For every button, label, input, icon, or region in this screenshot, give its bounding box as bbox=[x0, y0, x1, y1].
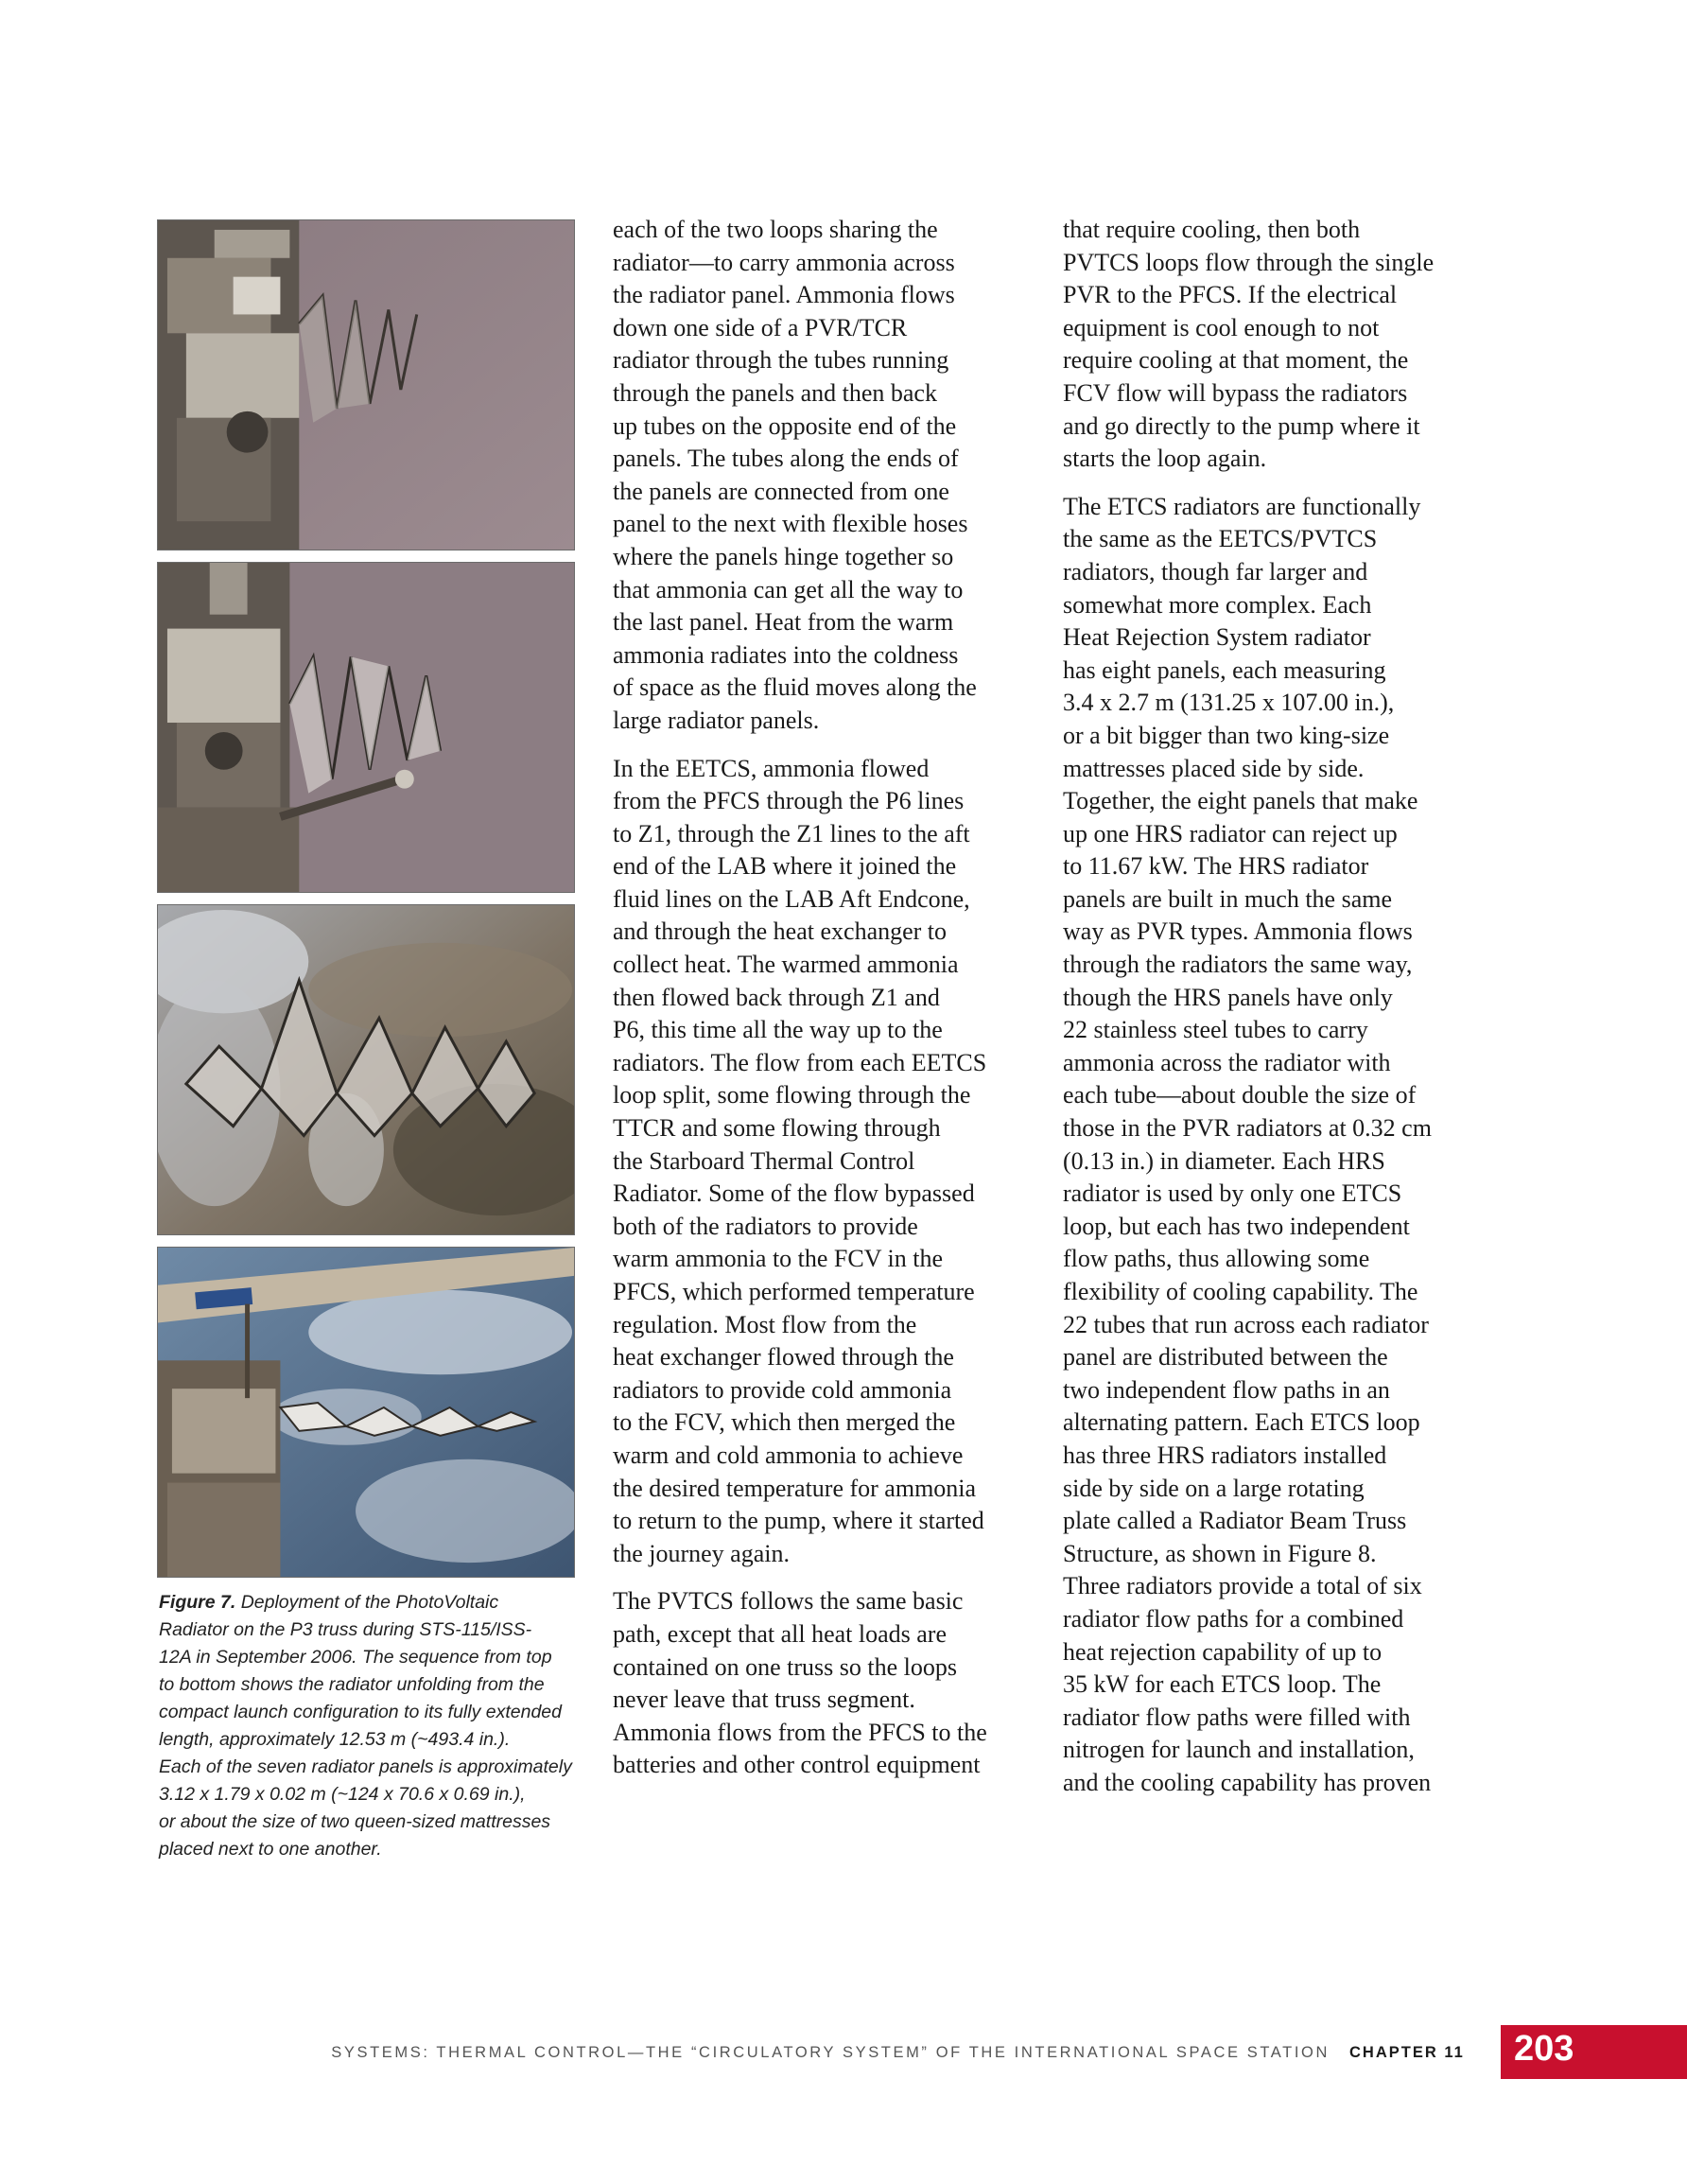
caption-line: Deployment of the PhotoVoltaic bbox=[240, 1592, 499, 1613]
body-text-line: the journey again. bbox=[613, 1539, 790, 1567]
body-text-line: through the radiators the same way, bbox=[1063, 951, 1413, 979]
body-text-line: radiators. The flow from each EETCS bbox=[613, 1048, 987, 1076]
body-text-line: two independent flow paths in an bbox=[1063, 1375, 1390, 1404]
body-text-line: contained on one truss so the loops bbox=[613, 1652, 957, 1681]
body-text-line: PFCS, which performed temperature bbox=[613, 1278, 975, 1305]
body-text-line: fluid lines on the LAB Aft Endcone, bbox=[613, 884, 970, 913]
figure-7-photo-3 bbox=[157, 904, 575, 1235]
body-text-line: radiators to provide cold ammonia bbox=[613, 1375, 952, 1404]
body-text-line: of space as the fluid moves along the bbox=[613, 673, 977, 702]
figure-label: Figure 7. bbox=[159, 1592, 236, 1613]
body-text-line: radiator flow paths for a combined bbox=[1063, 1604, 1404, 1633]
body-text-line: to return to the pump, where it started bbox=[613, 1507, 984, 1535]
body-text-line: where the panels hinge together so bbox=[613, 542, 954, 570]
body-text-line: Structure, as shown in Figure 8. bbox=[1063, 1539, 1377, 1567]
caption-line: or about the size of two queen-sized mattresses bbox=[159, 1811, 551, 1832]
body-text-line: never leave that truss segment. bbox=[613, 1686, 915, 1714]
body-text-line: to the FCV, which then merged the bbox=[613, 1408, 956, 1437]
body-text-line: plate called a Radiator Beam Truss bbox=[1063, 1507, 1407, 1535]
body-text-line: panels are built in much the same bbox=[1063, 884, 1393, 913]
body-text-line: Heat Rejection System radiator bbox=[1063, 623, 1371, 652]
body-text-line: the last panel. Heat from the warm bbox=[613, 608, 954, 637]
figure-7-photo-1 bbox=[157, 219, 575, 550]
body-text-line: up tubes on the opposite end of the bbox=[613, 411, 957, 440]
body-text-line: PVTCS loops flow through the single bbox=[1063, 248, 1435, 276]
body-text-line: large radiator panels. bbox=[613, 706, 820, 734]
body-text-line: batteries and other control equipment bbox=[613, 1751, 981, 1779]
running-footer-title: SYSTEMS: THERMAL CONTROL—THE “CIRCULATORY SYSTEM” OF THE INTERNATIONAL SPACE STATION bbox=[331, 2044, 1330, 2061]
body-text-line: through the panels and then back bbox=[613, 378, 937, 407]
body-text-line: radiator—to carry ammonia across bbox=[613, 248, 955, 276]
body-text-line: Together, the eight panels that make bbox=[1063, 787, 1418, 815]
body-text-line: The PVTCS follows the same basic bbox=[613, 1587, 964, 1616]
body-text-line: Ammonia flows from the PFCS to the bbox=[613, 1718, 987, 1746]
body-paragraph bbox=[1063, 214, 1494, 476]
caption-line: length, approximately 12.53 m (~493.4 in.). bbox=[159, 1729, 511, 1750]
page-number: 203 bbox=[1514, 2029, 1574, 2069]
caption-line: Radiator on the P3 truss during STS-115/ISS- bbox=[159, 1619, 532, 1640]
body-text-line: way as PVR types. Ammonia flows bbox=[1063, 917, 1413, 946]
body-text-line: regulation. Most flow from the bbox=[613, 1310, 917, 1338]
body-text-line: flow paths, thus allowing some bbox=[1063, 1245, 1370, 1273]
body-text-line: (0.13 in.) in diameter. Each HRS bbox=[1063, 1146, 1385, 1175]
body-paragraph bbox=[613, 753, 1035, 1571]
caption-line: Each of the seven radiator panels is approximately bbox=[159, 1756, 572, 1777]
body-text-line: from the PFCS through the P6 lines bbox=[613, 787, 965, 815]
body-text-line: has eight panels, each measuring bbox=[1063, 655, 1386, 684]
body-text-line: Radiator. Some of the flow bypassed bbox=[613, 1179, 975, 1208]
body-text-line: panel to the next with flexible hoses bbox=[613, 510, 968, 538]
figure-7-caption bbox=[159, 1589, 583, 1863]
body-text-line: 22 tubes that run across each radiator bbox=[1063, 1310, 1429, 1338]
caption-line: compact launch configuration to its fully extended bbox=[159, 1702, 563, 1722]
body-text-line: heat rejection capability of up to bbox=[1063, 1637, 1383, 1666]
body-text-line: loop, but each has two independent bbox=[1063, 1212, 1410, 1240]
body-text-line: to Z1, through the Z1 lines to the aft bbox=[613, 819, 970, 847]
body-text-line: up one HRS radiator can reject up bbox=[1063, 819, 1398, 847]
body-text-line: radiator through the tubes running bbox=[613, 346, 949, 375]
body-text-line: and through the heat exchanger to bbox=[613, 917, 948, 946]
body-text-line: radiator flow paths were filled with bbox=[1063, 1703, 1411, 1731]
figure-7-photo-4 bbox=[157, 1247, 575, 1578]
body-text-line: the Starboard Thermal Control bbox=[613, 1146, 915, 1175]
body-paragraph bbox=[1063, 491, 1494, 1800]
caption-line: 12A in September 2006. The sequence from top bbox=[159, 1647, 552, 1668]
body-text-line: or a bit bigger than two king-size bbox=[1063, 721, 1390, 749]
body-text-line: P6, this time all the way up to the bbox=[613, 1016, 943, 1044]
body-text-line: 3.4 x 2.7 m (131.25 x 107.00 in.), bbox=[1063, 689, 1395, 717]
body-text-line: flexibility of cooling capability. The bbox=[1063, 1278, 1418, 1305]
body-text-line: each tube—about double the size of bbox=[1063, 1081, 1417, 1109]
body-text-line: Three radiators provide a total of six bbox=[1063, 1572, 1422, 1600]
body-text-line: collect heat. The warmed ammonia bbox=[613, 951, 959, 979]
body-text-line: radiators, though far larger and bbox=[1063, 557, 1368, 585]
body-text-line: the radiator panel. Ammonia flows bbox=[613, 281, 955, 309]
body-column-middle bbox=[613, 214, 1035, 1797]
caption-line: placed next to one another. bbox=[159, 1839, 382, 1860]
body-text-line: path, except that all heat loads are bbox=[613, 1619, 948, 1648]
body-text-line: starts the loop again. bbox=[1063, 445, 1267, 473]
body-text-line: equipment is cool enough to not bbox=[1063, 313, 1380, 341]
body-text-line: then flowed back through Z1 and bbox=[613, 983, 940, 1011]
body-paragraph bbox=[613, 214, 1035, 738]
body-column-right bbox=[1063, 214, 1494, 1815]
body-text-line: mattresses placed side by side. bbox=[1063, 754, 1365, 782]
body-text-line: and go directly to the pump where it bbox=[1063, 411, 1420, 440]
body-text-line: 35 kW for each ETCS loop. The bbox=[1063, 1670, 1382, 1699]
chapter-label: CHAPTER 11 bbox=[1349, 2044, 1465, 2061]
body-text-line: ammonia radiates into the coldness bbox=[613, 640, 959, 669]
body-text-line: and the cooling capability has proven bbox=[1063, 1768, 1432, 1796]
body-text-line: that ammonia can get all the way to bbox=[613, 575, 964, 603]
body-text-line: panels. The tubes along the ends of bbox=[613, 445, 959, 473]
body-text-line: down one side of a PVR/TCR bbox=[613, 313, 908, 341]
body-text-line: each of the two loops sharing the bbox=[613, 216, 938, 243]
body-text-line: alternating pattern. Each ETCS loop bbox=[1063, 1408, 1420, 1437]
page-number-tab bbox=[1501, 2025, 1687, 2079]
caption-line: to bottom shows the radiator unfolding from the bbox=[159, 1674, 545, 1695]
body-text-line: ammonia across the radiator with bbox=[1063, 1048, 1391, 1076]
body-text-line: those in the PVR radiators at 0.32 cm bbox=[1063, 1114, 1432, 1143]
body-text-line: nitrogen for launch and installation, bbox=[1063, 1736, 1415, 1764]
body-text-line: the desired temperature for ammonia bbox=[613, 1474, 977, 1502]
body-text-line: though the HRS panels have only bbox=[1063, 983, 1393, 1011]
body-text-line: warm ammonia to the FCV in the bbox=[613, 1245, 944, 1273]
figure-7-photo-2 bbox=[157, 562, 575, 893]
body-text-line: panel are distributed between the bbox=[1063, 1343, 1388, 1372]
body-text-line: loop split, some flowing through the bbox=[613, 1081, 971, 1109]
body-paragraph bbox=[613, 1585, 1035, 1782]
body-text-line: end of the LAB where it joined the bbox=[613, 852, 957, 881]
body-text-line: heat exchanger flowed through the bbox=[613, 1343, 954, 1372]
body-text-line: has three HRS radiators installed bbox=[1063, 1441, 1387, 1469]
body-text-line: TTCR and some flowing through bbox=[613, 1114, 941, 1143]
body-text-line: require cooling at that moment, the bbox=[1063, 346, 1409, 375]
caption-line: 3.12 x 1.79 x 0.02 m (~124 x 70.6 x 0.69 in.), bbox=[159, 1784, 526, 1805]
body-text-line: both of the radiators to provide bbox=[613, 1212, 918, 1240]
body-text-line: PVR to the PFCS. If the electrical bbox=[1063, 281, 1398, 309]
body-text-line: to 11.67 kW. The HRS radiator bbox=[1063, 852, 1369, 881]
body-text-line: radiator is used by only one ETCS bbox=[1063, 1179, 1402, 1208]
body-text-line: side by side on a large rotating bbox=[1063, 1474, 1365, 1502]
body-text-line: the panels are connected from one bbox=[613, 477, 949, 505]
body-text-line: somewhat more complex. Each bbox=[1063, 590, 1372, 619]
body-text-line: that require cooling, then both bbox=[1063, 216, 1361, 243]
body-text-line: warm and cold ammonia to achieve bbox=[613, 1441, 964, 1469]
body-text-line: FCV flow will bypass the radiators bbox=[1063, 378, 1408, 407]
body-text-line: 22 stainless steel tubes to carry bbox=[1063, 1016, 1368, 1044]
body-text-line: the same as the EETCS/PVTCS bbox=[1063, 525, 1378, 553]
body-text-line: In the EETCS, ammonia flowed bbox=[613, 754, 930, 782]
body-text-line: The ETCS radiators are functionally bbox=[1063, 492, 1421, 520]
